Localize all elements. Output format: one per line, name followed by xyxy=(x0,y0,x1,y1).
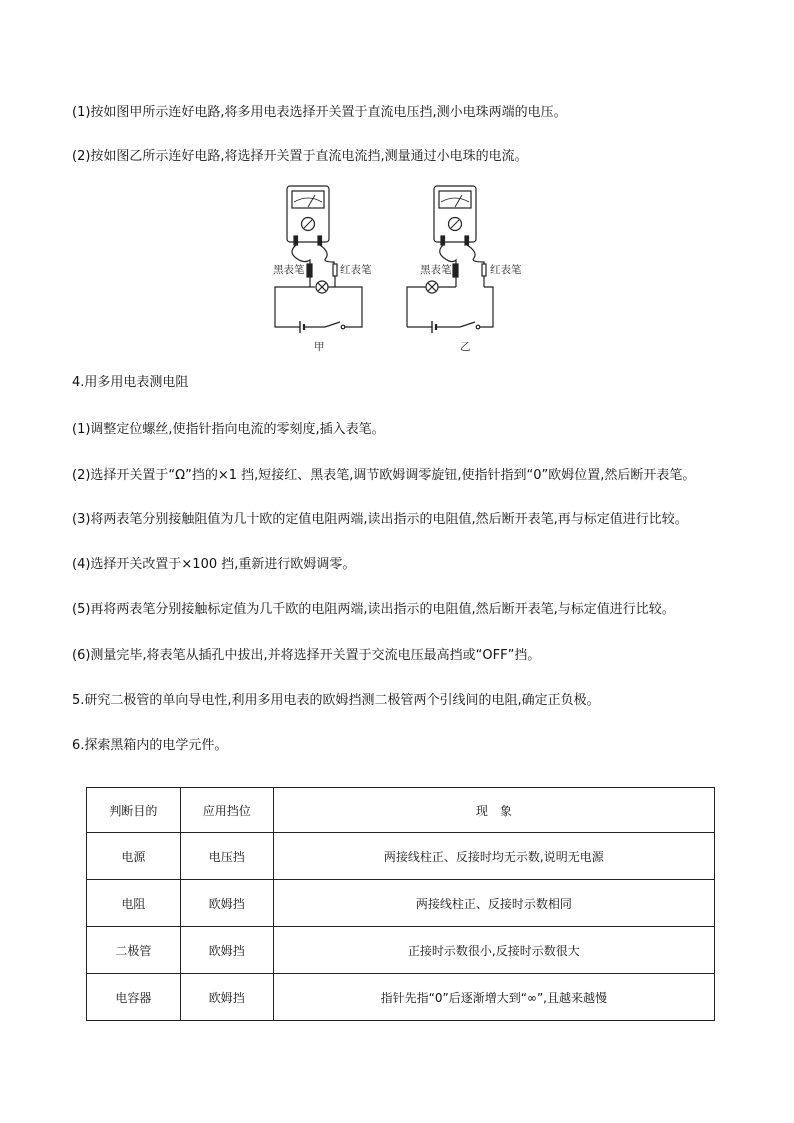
header-phenomenon: 现 象 xyxy=(273,788,714,833)
switch-icon xyxy=(460,322,475,327)
resistance-step-1: (1)调整定位螺丝,使指针指向电流的零刻度,插入表笔。 xyxy=(72,422,385,437)
cell-phenomenon: 两接线柱正、反接时均无示数,说明无电源 xyxy=(273,833,714,880)
black-probe-icon xyxy=(453,264,458,277)
meter-dial xyxy=(292,191,324,208)
resistance-step-5: (5)再将两表笔分别接触标定值为几千欧的电阻两端,读出指示的电阻值,然后断开表笔,与标定值进行比较。 xyxy=(72,602,675,617)
red-probe-icon xyxy=(482,264,486,276)
table-header-row xyxy=(87,788,715,833)
diagram-jia xyxy=(275,186,362,333)
resistance-step-6: (6)测量完毕,将表笔从插孔中拔出,并将选择开关置于交流电压最高挡或“OFF”挡。 xyxy=(72,648,541,663)
blackbox-table xyxy=(86,787,715,1021)
cell-purpose: 电阻 xyxy=(87,880,181,927)
meter-dial xyxy=(439,191,471,208)
switch-icon xyxy=(325,322,340,327)
section-6-blackbox: 6.探索黑箱内的电学元件。 xyxy=(72,738,228,753)
cell-phenomenon: 两接线柱正、反接时示数相同 xyxy=(273,880,714,927)
cell-purpose: 二极管 xyxy=(87,927,181,974)
section-5-diode: 5.研究二极管的单向导电性,利用多用电表的欧姆挡测二极管两个引线间的电阻,确定正负极。 xyxy=(72,693,600,708)
cell-range: 电压挡 xyxy=(180,833,273,880)
black-probe-label-a: 黑表笔 xyxy=(273,264,305,276)
red-probe-icon xyxy=(333,264,337,276)
black-probe-icon xyxy=(307,264,312,277)
cell-phenomenon: 正接时示数很小,反接时示数很大 xyxy=(273,927,714,974)
header-range: 应用挡位 xyxy=(180,788,273,833)
table-row xyxy=(87,974,715,1021)
step-1-voltage: (1)按如图甲所示连好电路,将多用电表选择开关置于直流电压挡,测小电珠两端的电压。 xyxy=(72,105,567,120)
caption-jia: 甲 xyxy=(314,341,325,353)
cell-phenomenon: 指针先指“0”后逐渐增大到“∞”,且越来越慢 xyxy=(273,974,714,1021)
resistance-step-3: (3)将两表笔分别接触阻值为几十欧的定值电阻两端,读出指示的电阻值,然后断开表笔,再与标定值进行比较。 xyxy=(72,512,688,527)
resistance-step-2: (2)选择开关置于“Ω”挡的×1 挡,短接红、黑表笔,调节欧姆调零旋钮,使指针指到“0”欧姆位置,然后断开表笔。 xyxy=(72,468,696,483)
cell-purpose: 电容器 xyxy=(87,974,181,1021)
step-2-current: (2)按如图乙所示连好电路,将选择开关置于直流电流挡,测量通过小电珠的电流。 xyxy=(72,149,528,164)
red-probe-label-b: 红表笔 xyxy=(490,264,522,276)
table-row xyxy=(87,927,715,974)
resistance-step-4: (4)选择开关改置于×100 挡,重新进行欧姆调零。 xyxy=(72,557,356,572)
black-probe-label-b: 黑表笔 xyxy=(420,264,452,276)
cell-range: 欧姆挡 xyxy=(180,927,273,974)
cell-range: 欧姆挡 xyxy=(180,880,273,927)
section-4-heading: 4.用多用电表测电阻 xyxy=(72,375,189,390)
cell-purpose: 电源 xyxy=(87,833,181,880)
circuit-diagrams xyxy=(0,0,794,360)
header-purpose: 判断目的 xyxy=(87,788,181,833)
caption-yi: 乙 xyxy=(460,341,471,353)
diagram-yi xyxy=(407,186,493,333)
table-row xyxy=(87,880,715,927)
red-probe-label-a: 红表笔 xyxy=(340,264,372,276)
table-row xyxy=(87,833,715,880)
cell-range: 欧姆挡 xyxy=(180,974,273,1021)
